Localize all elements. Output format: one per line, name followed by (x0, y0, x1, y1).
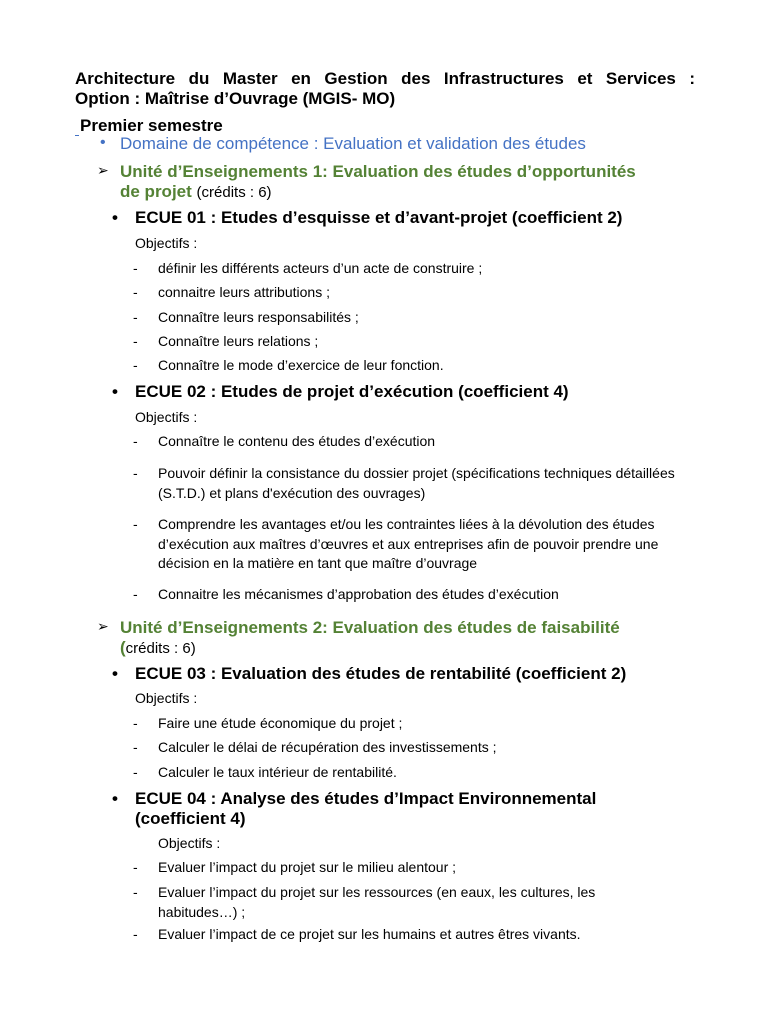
ecue02-objectives-label: Objectifs : (135, 409, 198, 425)
ecue01-objectives-label: Objectifs : (135, 235, 198, 251)
ecue04-objectives-label: Objectifs : (158, 835, 221, 851)
heading-marker-icon (75, 134, 79, 136)
semester-heading: Premier semestre (75, 116, 223, 136)
list-item: - Evaluer l’impact du projet sur les ressources (en eaux, les cultures, les habitudes…) ; (133, 884, 596, 920)
list-item: - Pouvoir définir la consistance du dossier projet (spécifications techniques détaillées (S.T.D.) et plans d'exécution des ouvrages) (133, 465, 675, 501)
title-line-1: Architecture du Master en Gestion des Infrastructures et Services : (75, 69, 695, 88)
bullet-icon: • (112, 382, 118, 401)
bullet-icon: • (100, 134, 106, 151)
ue2-heading: ➢ Unité d’Enseignements 2: Evaluation des études de faisabilité (crédits : 6) (97, 618, 620, 657)
title-line-2: Option : Maîtrise d’Ouvrage (MGIS- MO) (75, 89, 396, 108)
arrow-bullet-icon: ➢ (97, 618, 109, 634)
document-title (75, 69, 695, 109)
bullet-icon: • (112, 664, 118, 683)
bullet-icon: • (112, 208, 118, 227)
ue1-heading: ➢ Unité d’Enseignements 1: Evaluation des études d’opportunités de projet (crédits : 6) (97, 162, 636, 201)
list-item: - Comprendre les avantages et/ou les contraintes liées à la dévolution des études d’exécution aux maîtres d’œuvres et aux entreprises afin de pouvoir prendre une décision en la matière en tant que maître d’ouvrage (133, 516, 659, 571)
ecue04-heading: • ECUE 04 : Analyse des études d’Impact Environnemental (coefficient 4) (112, 789, 597, 828)
ecue03-objectives-label: Objectifs : (135, 690, 198, 706)
arrow-bullet-icon: ➢ (97, 162, 109, 178)
bullet-icon: • (112, 789, 118, 808)
